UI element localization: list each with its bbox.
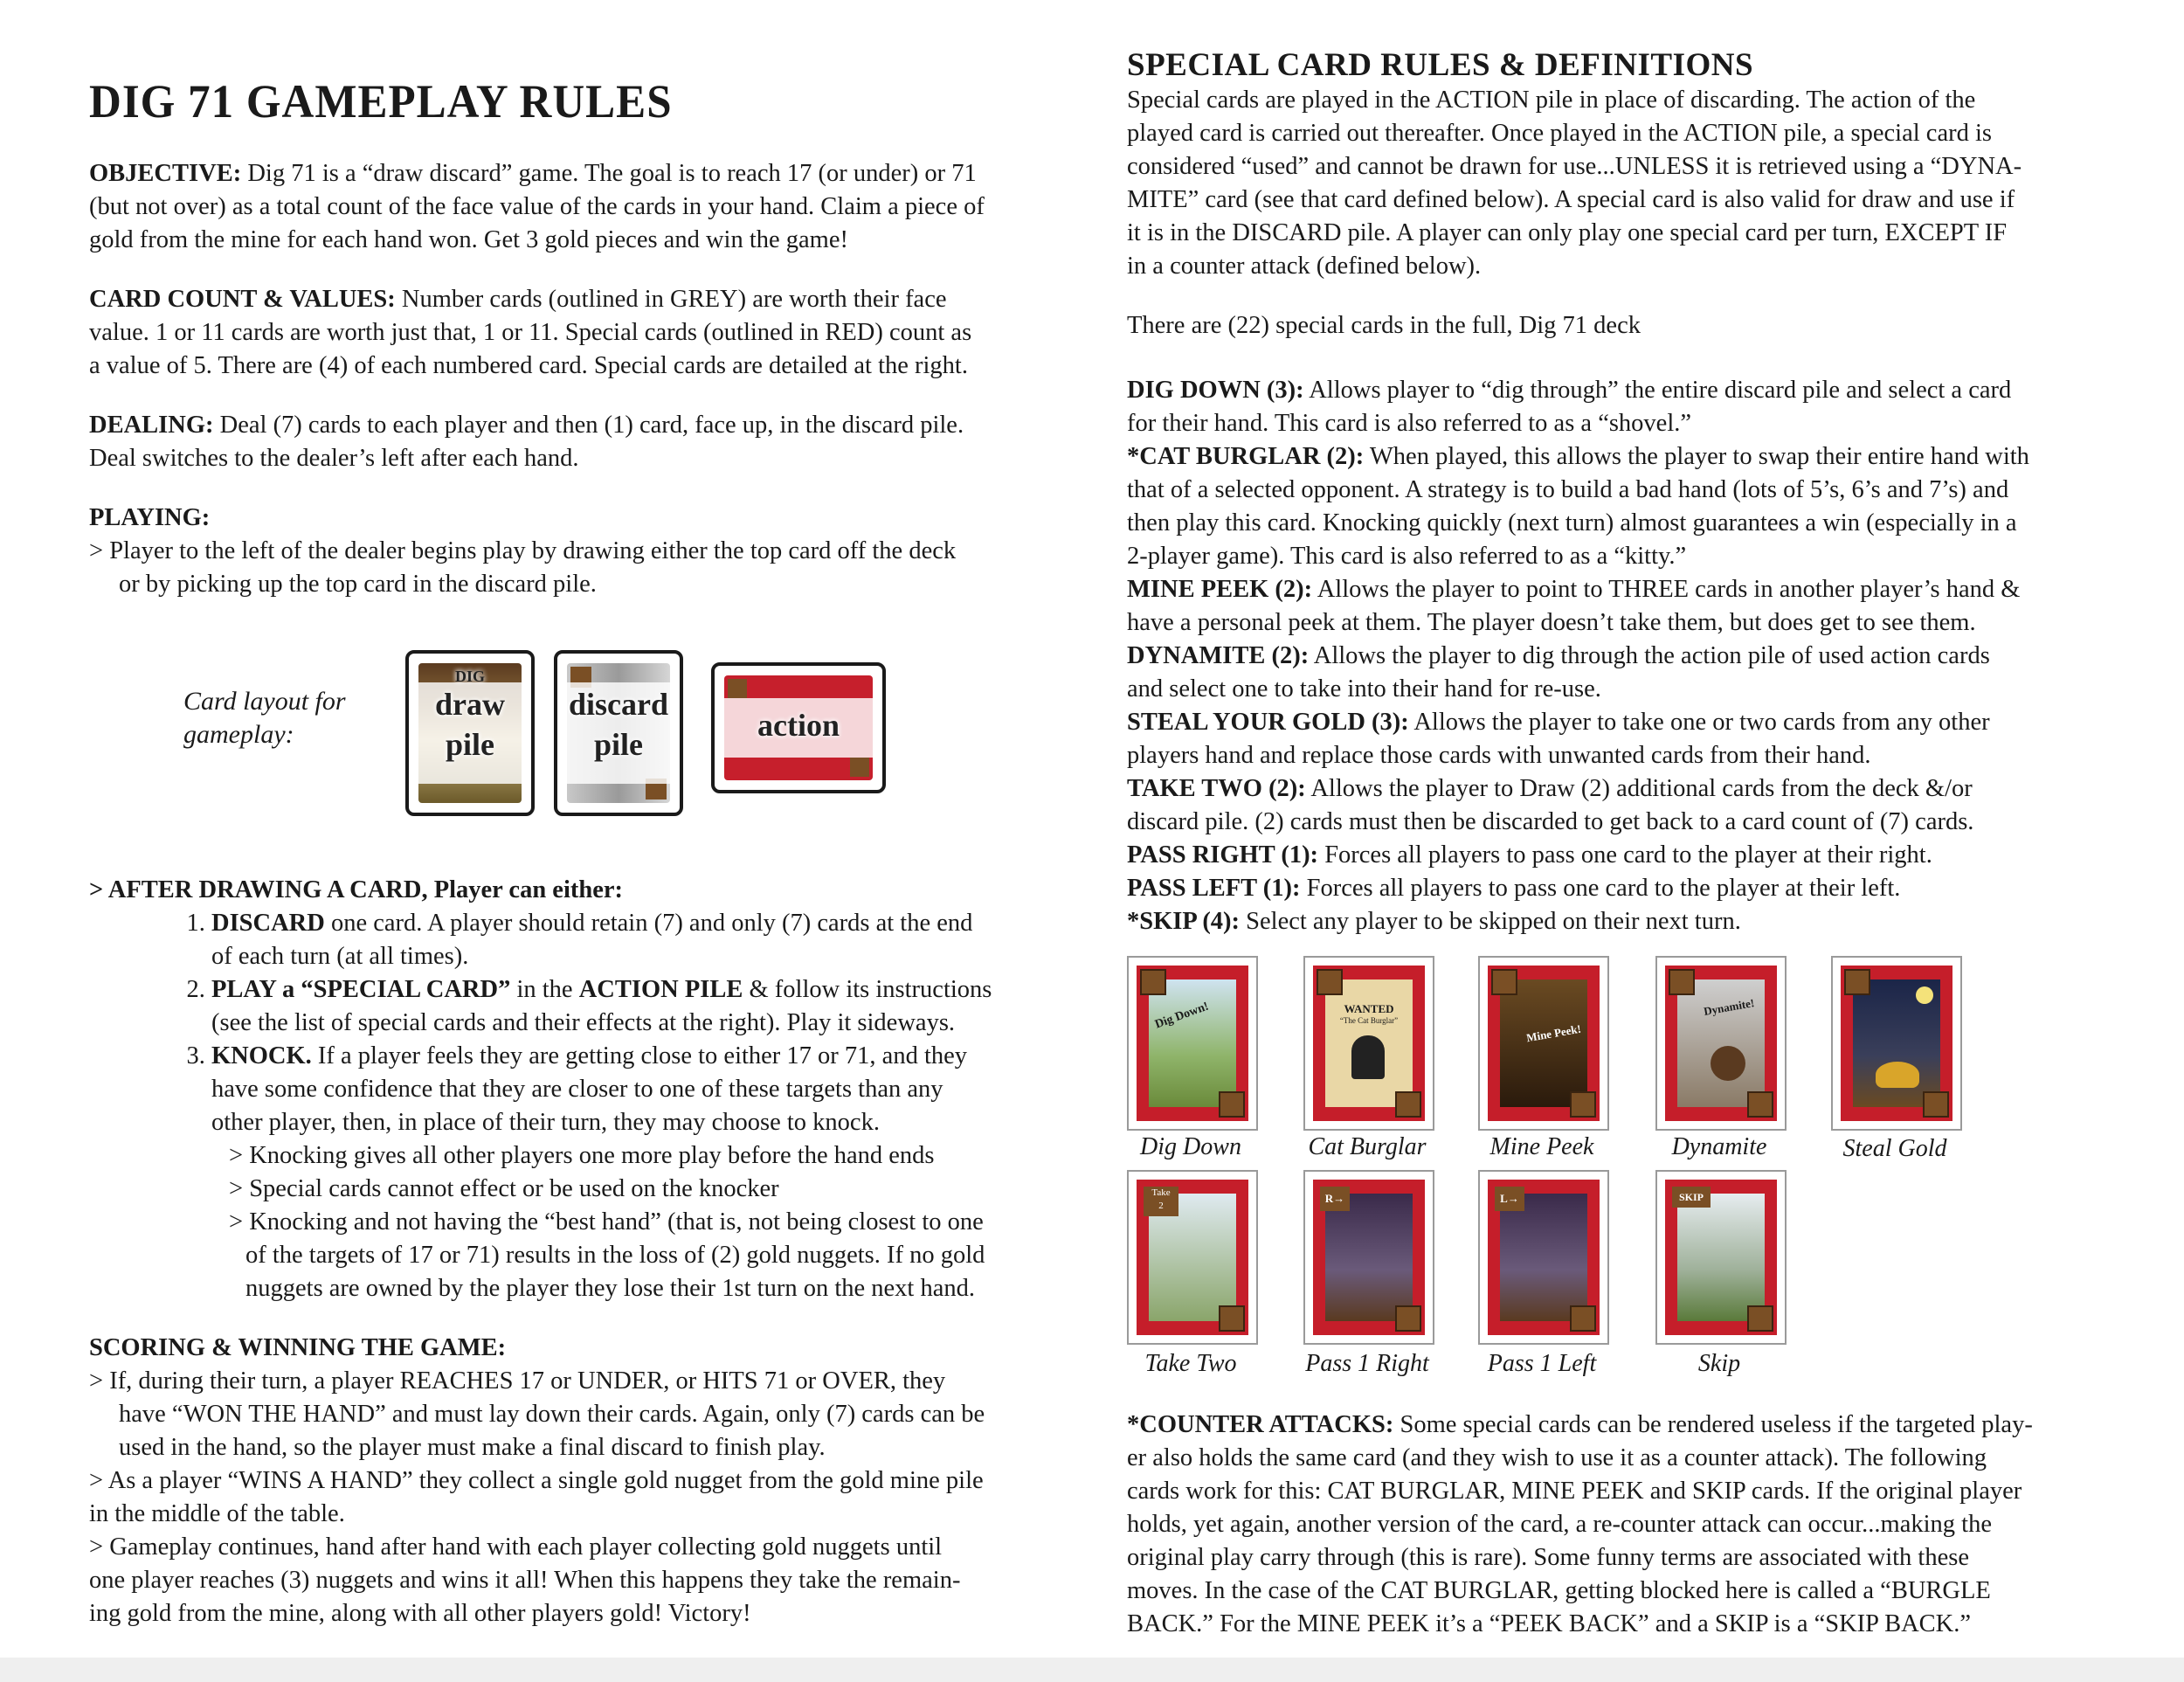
page-bottom-strip bbox=[0, 1658, 2184, 1682]
card-caption: Pass 1 Left bbox=[1487, 1349, 1597, 1377]
playing-text: > Player to the left of the dealer begins play by drawing either the top card off the deck bbox=[89, 537, 957, 564]
after-drawing-intro bbox=[89, 874, 1094, 907]
definition-text: 2-player game). This card is also referred to as a “kitty.” bbox=[1127, 542, 1687, 570]
dealing-text: Deal (7) cards to each player and then (1) card, face up, in the discard pile. bbox=[213, 412, 964, 439]
take-two-card bbox=[1127, 1170, 1258, 1345]
knock-note: > Knocking and not having the “best hand” (that is, not being closest to one bbox=[229, 1208, 984, 1236]
arrow-right-icon bbox=[1395, 1305, 1421, 1332]
counter-attacks-text: er also holds the same card (and they wish to use it as a counter attack). The following bbox=[1127, 1443, 1987, 1471]
special-cards-intro bbox=[1127, 84, 2112, 283]
pass-left-card bbox=[1478, 1170, 1609, 1345]
definition-label: *SKIP (4): bbox=[1127, 907, 1241, 935]
definition-label: PASS LEFT (1): bbox=[1127, 874, 1301, 902]
card-count-label: CARD COUNT & VALUES: bbox=[89, 286, 396, 313]
card-art-text: Take bbox=[1151, 1187, 1171, 1198]
moon-icon bbox=[1916, 986, 1933, 1004]
left-column bbox=[89, 77, 1094, 1630]
definition-text: Allows the player to dig through the action pile of used action cards bbox=[1309, 641, 1990, 669]
arrow-left-icon bbox=[1570, 1305, 1596, 1332]
playing-label: PLAYING: bbox=[89, 504, 211, 531]
card-art-text: 2 bbox=[1158, 1200, 1164, 1211]
card-caption: Mine Peek bbox=[1489, 1132, 1594, 1160]
knock-note: > Special cards cannot effect or be used on the knocker bbox=[229, 1175, 779, 1202]
action-options-list bbox=[89, 907, 1094, 1305]
definition-text: Allows the player to Draw (2) additional cards from the deck &/or bbox=[1305, 774, 1973, 802]
dynamite-card bbox=[1655, 956, 1787, 1131]
after-drawing-section bbox=[89, 874, 1094, 1305]
scoring-text: have “WON THE HAND” and must lay down their cards. Again, only (7) cards can be bbox=[119, 1401, 985, 1428]
playing-section bbox=[89, 502, 1094, 601]
intro-text: in a counter attack (defined below). bbox=[1127, 252, 1482, 280]
intro-text: considered “used” and cannot be drawn for use...UNLESS it is retrieved using a “DYNA- bbox=[1127, 152, 2022, 180]
list-item bbox=[211, 973, 1094, 1040]
option-text: & follow its instructions bbox=[743, 976, 992, 1003]
shovel-icon bbox=[1219, 1091, 1245, 1118]
card-caption: Dynamite bbox=[1671, 1132, 1767, 1160]
dig-down-card bbox=[1127, 956, 1258, 1131]
eye-icon bbox=[1491, 969, 1517, 995]
option-text: If a player feels they are getting close to either 17 or 71, and they bbox=[311, 1042, 968, 1069]
counter-attacks-section bbox=[1127, 1409, 2112, 1641]
intro-text: Special cards are played in the ACTION pile in place of discarding. The action of the bbox=[1127, 86, 1976, 114]
intro-text: MITE” card (see that card defined below). A special card is also valid for draw and use if bbox=[1127, 185, 2015, 213]
take-two-sign bbox=[1144, 1187, 1178, 1216]
card-art-text: “The Cat Burglar” bbox=[1339, 1015, 1399, 1025]
hand-icon bbox=[1844, 969, 1870, 995]
scoring-text: ing gold from the mine, along with all other players gold! Victory! bbox=[89, 1600, 751, 1627]
definition-label: DIG DOWN (3): bbox=[1127, 376, 1304, 404]
take-two-icon bbox=[1219, 1305, 1245, 1332]
arrow-left-icon: L→ bbox=[1495, 1187, 1524, 1211]
card-layout-label-line: gameplay: bbox=[183, 720, 294, 749]
definition-text: Allows the player to take one or two cards from any other bbox=[1408, 708, 1990, 736]
action-pile-card bbox=[711, 662, 886, 793]
definition-text: Select any player to be skipped on their next turn. bbox=[1240, 907, 1741, 935]
dealing-text: Deal switches to the dealer’s left after each hand. bbox=[89, 445, 579, 472]
counter-attacks-text: holds, yet again, another version of the card, a re-counter attack can occur...making the bbox=[1127, 1510, 1992, 1538]
counter-attacks-text: Some special cards can be rendered useless if the targeted play- bbox=[1393, 1410, 2033, 1438]
objective-text: (but not over) as a total count of the face value of the cards in your hand. Claim a piece of bbox=[89, 193, 985, 220]
card-caption: Dig Down bbox=[1140, 1132, 1241, 1160]
card-layout-label bbox=[183, 685, 346, 751]
corner-icon bbox=[850, 758, 869, 777]
option-text: of each turn (at all times). bbox=[211, 943, 469, 970]
scoring-text: > As a player “WINS A HAND” they collect a single gold nugget from the gold mine pile bbox=[89, 1467, 984, 1494]
counter-attacks-label: *COUNTER ATTACKS: bbox=[1127, 1410, 1394, 1438]
scoring-text: > Gameplay continues, hand after hand with each player collecting gold nuggets until bbox=[89, 1533, 943, 1561]
burglar-icon bbox=[1351, 1035, 1385, 1079]
objective-text: Dig 71 is a “draw discard” game. The goal is to reach 17 (or under) or 71 bbox=[241, 160, 977, 187]
eye-icon bbox=[1570, 1091, 1596, 1118]
option-text: have some confidence that they are closer to one of these targets than any bbox=[211, 1076, 943, 1103]
right-column bbox=[1127, 48, 2112, 1641]
card-count-text: a value of 5. There are (4) of each numbered card. Special cards are detailed at the right. bbox=[89, 352, 968, 379]
skip-card bbox=[1655, 1170, 1787, 1345]
corner-icon bbox=[728, 679, 747, 698]
hand-icon bbox=[1923, 1091, 1949, 1118]
card-definitions bbox=[1127, 374, 2112, 938]
option-label: DISCARD bbox=[211, 910, 325, 937]
scoring-text: used in the hand, so the player must make a final discard to finish play. bbox=[119, 1434, 826, 1461]
knock-note: of the targets of 17 or 71) results in the loss of (2) gold nuggets. If no gold bbox=[245, 1242, 985, 1269]
draw-pile-label: pile bbox=[445, 727, 494, 762]
option-label: PLAY a “SPECIAL CARD” bbox=[211, 976, 511, 1003]
option-text: one card. A player should retain (7) and only (7) cards at the end bbox=[324, 910, 973, 937]
definition-label: PASS RIGHT (1): bbox=[1127, 841, 1319, 869]
definition-text: When played, this allows the player to swap their entire hand with bbox=[1364, 442, 2029, 470]
dealing-section bbox=[89, 409, 1094, 475]
card-count-section bbox=[89, 283, 1094, 383]
card-caption: Pass 1 Right bbox=[1305, 1349, 1429, 1377]
scoring-text: in the middle of the table. bbox=[89, 1500, 345, 1527]
intro-text: played card is carried out thereafter. Once played in the ACTION pile, a special card is bbox=[1127, 119, 1992, 147]
scoring-label: SCORING & WINNING THE GAME: bbox=[89, 1334, 507, 1361]
discard-pile-label: pile bbox=[593, 727, 643, 762]
card-art-text: Mine Peek! bbox=[1525, 1021, 1582, 1045]
special-cards-title: SPECIAL CARD RULES & DEFINITIONS bbox=[1127, 47, 1754, 83]
option-text: (see the list of special cards and their effects at the right). Play it sideways. bbox=[211, 1009, 956, 1036]
definition-label: TAKE TWO (2): bbox=[1127, 774, 1306, 802]
definition-label: DYNAMITE (2): bbox=[1127, 641, 1310, 669]
steal-gold-card bbox=[1831, 956, 1962, 1131]
mine-peek-card bbox=[1478, 956, 1609, 1131]
discard-pile-label: discard bbox=[568, 687, 668, 722]
draw-pile-top-label: DIG bbox=[454, 668, 485, 685]
definition-label: *CAT BURGLAR (2): bbox=[1127, 442, 1365, 470]
card-layout-figure bbox=[89, 650, 1094, 851]
discard-pile-card bbox=[554, 650, 683, 816]
definition-text: Forces all players to pass one card to the player at their left. bbox=[1300, 874, 1901, 902]
card-count-text: value. 1 or 11 cards are worth just that, 1 or 11. Special cards (outlined in RED) count as bbox=[89, 319, 972, 346]
counter-attacks-text: moves. In the case of the CAT BURGLAR, getting blocked here is called a “BURGLE bbox=[1127, 1576, 1991, 1604]
card-art-text: WANTED bbox=[1344, 1001, 1394, 1015]
page-title: DIG 71 GAMEPLAY RULES bbox=[89, 76, 673, 128]
definition-text: then play this card. Knocking quickly (next turn) almost guarantees a win (especially in a bbox=[1127, 509, 2017, 536]
objective-label: OBJECTIVE: bbox=[89, 160, 242, 187]
cat-burglar-card bbox=[1303, 956, 1434, 1131]
option-text: other player, then, in place of their turn, they may choose to knock. bbox=[211, 1109, 880, 1136]
definition-text: Allows the player to point to THREE cards in another player’s hand & bbox=[1312, 575, 2021, 603]
skip-icon bbox=[1747, 1305, 1773, 1332]
scoring-text: one player reaches (3) nuggets and wins it all! When this happens they take the remain- bbox=[89, 1567, 961, 1594]
counter-attacks-text: BACK.” For the MINE PEEK it’s a “PEEK BACK” and a SKIP is a “SKIP BACK.” bbox=[1127, 1609, 1972, 1637]
knock-note: nuggets are owned by the player they lose their 1st turn on the next hand. bbox=[245, 1275, 975, 1302]
card-art-text: Dynamite! bbox=[1703, 995, 1756, 1018]
dynamite-icon bbox=[1747, 1091, 1773, 1118]
definition-text: players hand and replace those cards with unwanted cards from their hand. bbox=[1127, 741, 1871, 769]
list-item bbox=[211, 907, 1094, 973]
scoring-section bbox=[89, 1332, 1094, 1630]
draw-pile-label: draw bbox=[435, 687, 505, 722]
shovel-icon bbox=[1140, 969, 1166, 995]
counter-attacks-text: cards work for this: CAT BURGLAR, MINE PEEK and SKIP cards. If the original player bbox=[1127, 1477, 2022, 1505]
card-layout-label-line: Card layout for bbox=[183, 687, 346, 716]
card-caption: Cat Burglar bbox=[1308, 1132, 1427, 1160]
knock-note: > Knocking gives all other players one more play before the hand ends bbox=[229, 1142, 935, 1169]
special-card-gallery bbox=[1127, 956, 2112, 1384]
skip-sign: SKIP bbox=[1672, 1187, 1711, 1208]
definition-text: Allows player to “dig through” the entire discard pile and select a card bbox=[1303, 376, 2012, 404]
counter-attacks-text: original play carry through (this is rare). Some funny terms are associated with these bbox=[1127, 1543, 1969, 1571]
list-item bbox=[211, 1040, 1094, 1305]
intro-text: it is in the DISCARD pile. A player can only play one special card per turn, EXCEPT IF bbox=[1127, 218, 2008, 246]
card-caption: Skip bbox=[1697, 1349, 1741, 1377]
card-caption: Steal Gold bbox=[1842, 1134, 1947, 1162]
arrow-right-icon: R→ bbox=[1320, 1187, 1350, 1211]
definition-text: for their hand. This card is also referred to as a “shovel.” bbox=[1127, 409, 1692, 437]
mask-icon bbox=[1395, 1091, 1421, 1118]
special-card-count: There are (22) special cards in the full, Dig 71 deck bbox=[1127, 311, 1641, 339]
playing-text: or by picking up the top card in the discard pile. bbox=[119, 571, 597, 598]
draw-pile-card bbox=[405, 650, 535, 816]
definition-label: STEAL YOUR GOLD (3): bbox=[1127, 708, 1409, 736]
after-drawing-intro-text: > AFTER DRAWING A CARD, Player can either: bbox=[89, 876, 624, 903]
card-caption: Take Two bbox=[1144, 1349, 1237, 1377]
definition-text: Forces all players to pass one card to the player at their right. bbox=[1318, 841, 1932, 869]
objective-text: gold from the mine for each hand won. Get 3 gold pieces and win the game! bbox=[89, 226, 848, 253]
definition-text: that of a selected opponent. A strategy is to build a bad hand (lots of 5’s, 6’s and 7’s) and bbox=[1127, 475, 2009, 503]
card-art-text: Dig Down! bbox=[1153, 1000, 1211, 1032]
option-label: KNOCK. bbox=[211, 1042, 312, 1069]
explosion-icon bbox=[1711, 1046, 1745, 1081]
option-text: in the bbox=[510, 976, 579, 1003]
definition-text: have a personal peek at them. The player doesn’t take them, but does get to see them. bbox=[1127, 608, 1976, 636]
definition-text: discard pile. (2) cards must then be discarded to get back to a card count of (7) cards. bbox=[1127, 807, 1974, 835]
gold-pile-icon bbox=[1876, 1062, 1919, 1088]
card-count-text: Number cards (outlined in GREY) are worth their face bbox=[395, 286, 947, 313]
option-label: ACTION PILE bbox=[578, 976, 743, 1003]
objective-section bbox=[89, 157, 1094, 257]
dealing-label: DEALING: bbox=[89, 412, 214, 439]
dynamite-icon bbox=[1669, 969, 1695, 995]
mask-icon bbox=[1317, 969, 1343, 995]
pass-right-card bbox=[1303, 1170, 1434, 1345]
scoring-text: > If, during their turn, a player REACHES 17 or UNDER, or HITS 71 or OVER, they bbox=[89, 1367, 946, 1395]
definition-label: MINE PEEK (2): bbox=[1127, 575, 1313, 603]
action-pile-label: action bbox=[757, 708, 840, 743]
definition-text: and select one to take into their hand for re-use. bbox=[1127, 675, 1601, 703]
